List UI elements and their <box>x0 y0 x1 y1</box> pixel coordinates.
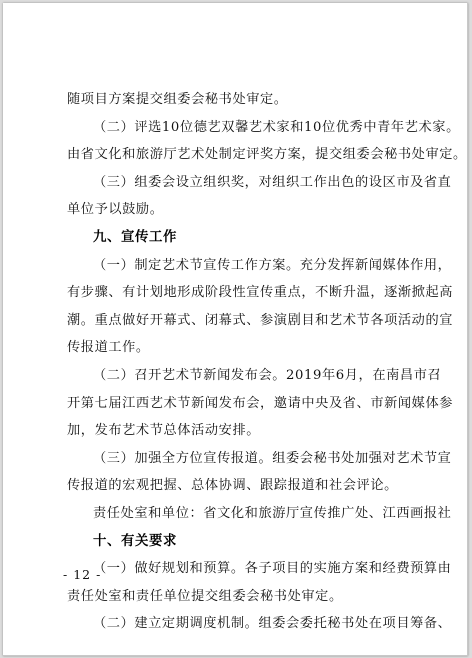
text-line: 由省文化和旅游厅艺术处制定评奖方案，提交组委会秘书处审定。 <box>67 147 467 163</box>
document-page <box>3 3 468 656</box>
text-line: （二）评选10位德艺双馨艺术家和10位优秀中青年艺术家。 <box>93 119 460 135</box>
text-line: （三）加强全方位宣传报道。组委会秘书处加强对艺术节宣 <box>93 450 452 466</box>
text-line: 责任处室和单位：省文化和旅游厅宣传推广处、江西画报社 <box>93 505 452 521</box>
text-line: （一）制定艺术节宣传工作方案。充分发挥新闻媒体作用， <box>93 257 452 273</box>
text-line: 随项目方案提交组委会秘书处审定。 <box>67 92 288 107</box>
section-heading: 九、宣传工作 <box>93 229 177 245</box>
text-line: 有步骤、有计划地形成阶段性宣传重点，不断升温，逐渐掀起高 <box>67 285 454 301</box>
text-line: 单位予以鼓励。 <box>67 202 164 218</box>
text-line: 加，发布艺术节总体活动安排。 <box>67 423 261 439</box>
text-line: 传报道工作。 <box>67 340 150 356</box>
text-line: （二）建立定期调度机制。组委会委托秘书处在项目筹备、 <box>93 616 452 632</box>
text-line: （二）召开艺术节新闻发布会。2019年6月，在南昌市召 <box>93 367 442 383</box>
text-line: 开第七届江西艺术节新闻发布会，邀请中央及省、市新闻媒体参 <box>67 395 454 411</box>
text-line: 责任处室和责任单位提交组委会秘书处审定。 <box>67 588 343 604</box>
page-number: - 12 - <box>63 567 102 582</box>
text-line: 传报道的宏观把握、总体协调、跟踪报道和社会评论。 <box>67 478 398 494</box>
text-line: 潮。重点做好开幕式、闭幕式、参演剧目和艺术节各项活动的宣 <box>67 312 454 328</box>
text-line: （三）组委会设立组织奖，对组织工作出色的设区市及省直 <box>93 174 452 190</box>
page-body <box>67 86 467 638</box>
text-line: （一）做好规划和预算。各子项目的实施方案和经费预算由 <box>93 561 452 577</box>
section-heading: 十、有关要求 <box>93 533 177 549</box>
